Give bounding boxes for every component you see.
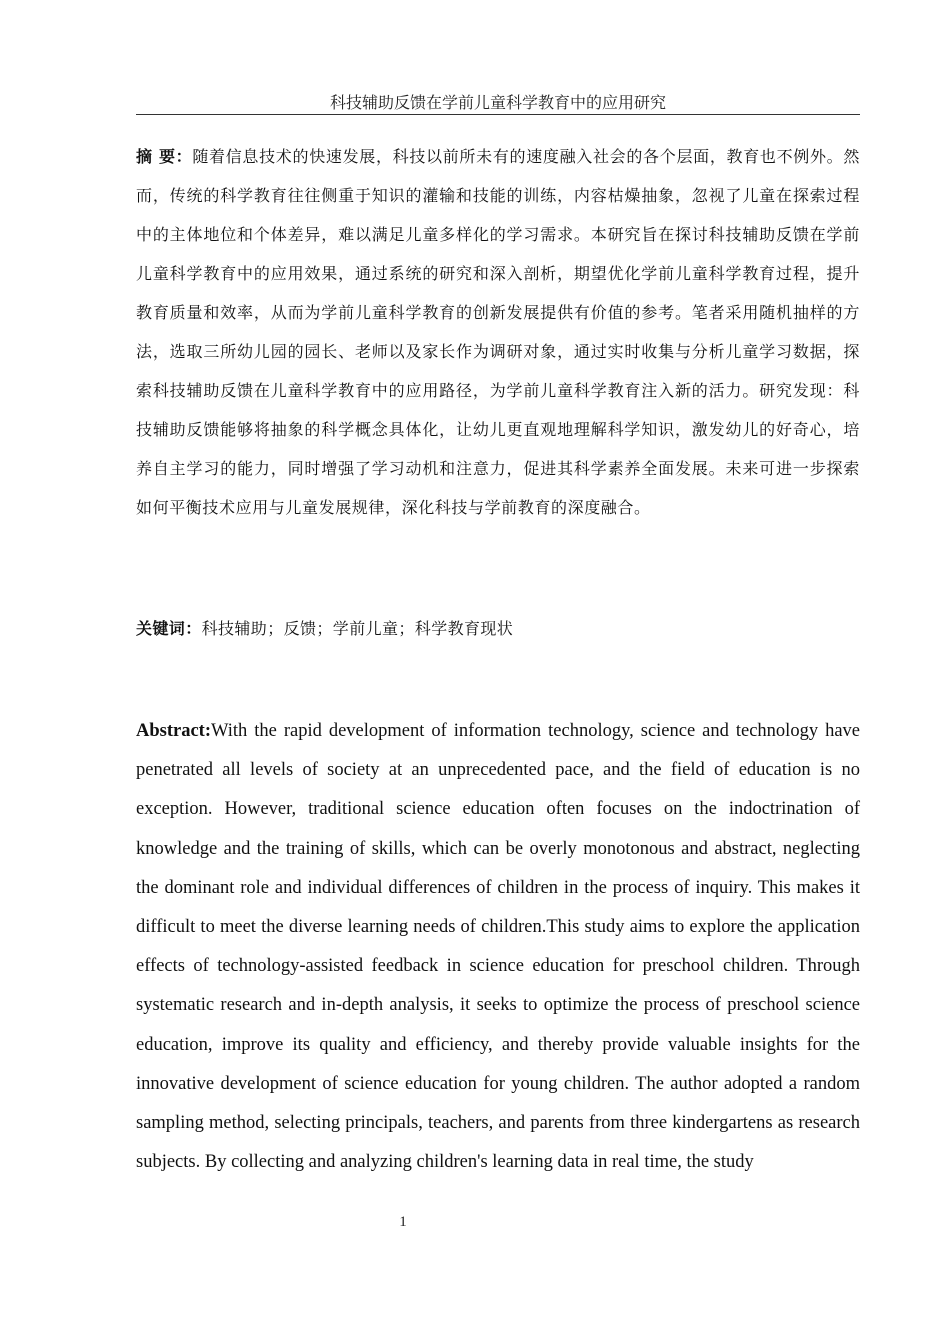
running-header-title: 科技辅助反馈在学前儿童科学教育中的应用研究 (136, 92, 860, 115)
english-abstract-text: With the rapid development of information technology, science and technology have penetrated all levels of society at an unprecedented pace, and the field of education is no exception. However, traditional science education often focuses on the indoctrination of knowledge and the training of skills, which can be overly monotonous and abstract, neglecting the dominant role and individual differences of children in the process of inquiry. This makes it difficult to meet the diverse learning needs of children.This study aims to explore the application effects of technology-assisted feedback in science education for preschool children. Through systematic research and in-depth analysis, it seeks to optimize the process of preschool science education, improve its quality and efficiency, and thereby provide valuable insights for the innovative development of science education for young children. The author adopted a random sampling method, selecting principals, teachers, and parents from three kindergartens as research subjects. By collecting and analyzing children's learning data in real time, the study (136, 721, 860, 1173)
page-number: 1 (399, 1214, 407, 1230)
english-abstract-label: Abstract: (136, 721, 212, 741)
chinese-abstract-label: 摘 要： (136, 147, 193, 166)
english-abstract (136, 712, 860, 1182)
chinese-abstract-text: 随着信息技术的快速发展，科技以前所未有的速度融入社会的各个层面，教育也不例外。然而，传统的科学教育往往侧重于知识的灌输和技能的训练，内容枯燥抽象，忽视了儿童在探索过程中的主体地位和个体差异，难以满足儿童多样化的学习需求。本研究旨在探讨科技辅助反馈在学前儿童科学教育中的应用效果，通过系统的研究和深入剖析，期望优化学前儿童科学教育过程，提升教育质量和效率，从而为学前儿童科学教育的创新发展提供有价值的参考。笔者采用随机抽样的方法，选取三所幼儿园的园长、老师以及家长作为调研对象，通过实时收集与分析儿童学习数据，探索科技辅助反馈在儿童科学教育中的应用路径，为学前儿童科学教育注入新的活力。研究发现：科技辅助反馈能够将抽象的科学概念具体化，让幼儿更直观地理解科学知识，激发幼儿的好奇心，培养自主学习的能力，同时增强了学习动机和注意力，促进其科学素养全面发展。未来可进一步探索如何平衡技术应用与儿童发展规律，深化科技与学前教育的深度融合。 (136, 147, 860, 517)
chinese-keywords-text: 科技辅助；反馈；学前儿童；科学教育现状 (201, 619, 514, 638)
chinese-keywords-label: 关键词： (136, 619, 202, 638)
chinese-keywords (136, 615, 860, 643)
chinese-abstract (136, 137, 860, 527)
